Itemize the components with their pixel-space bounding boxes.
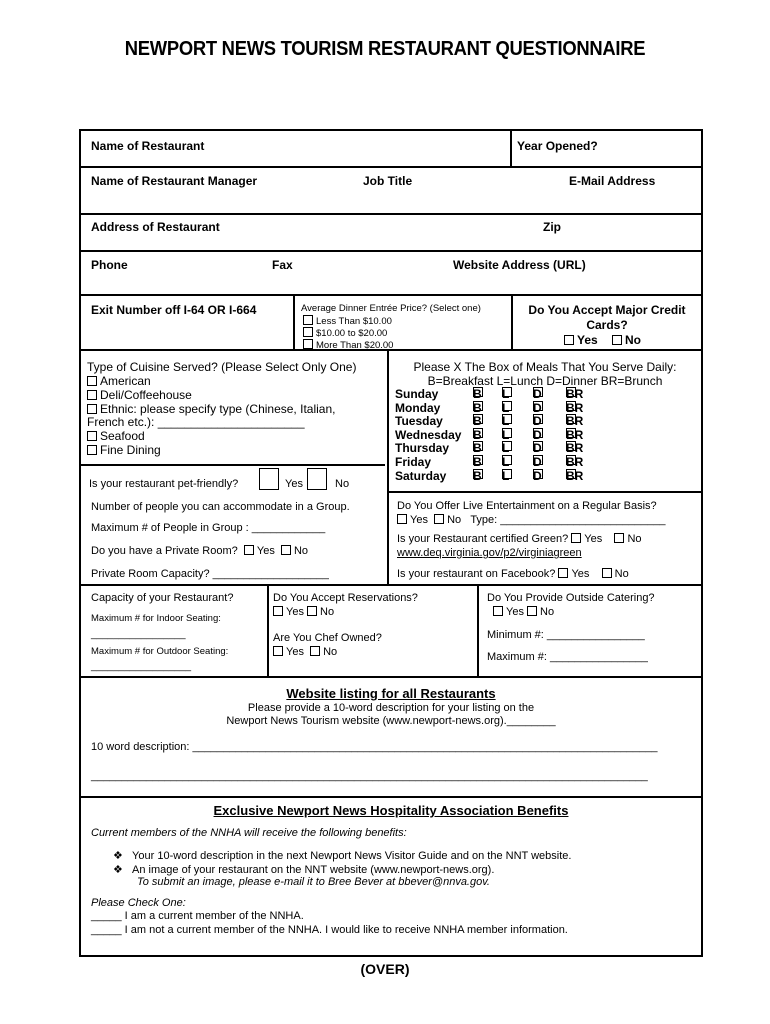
meal-code: BR: [566, 427, 584, 442]
benefit-item: ❖ An image of your restaurant on the NNT website (www.newport-news.org).: [113, 864, 495, 876]
checkbox[interactable]: [281, 545, 291, 555]
price-option-1[interactable]: Less Than $10.00: [303, 315, 392, 327]
meal-code: B: [473, 400, 482, 415]
checkbox[interactable]: [502, 387, 512, 397]
check-one-label: Please Check One:: [91, 897, 186, 909]
checkbox[interactable]: [273, 646, 283, 656]
benefit-note: To submit an image, please e-mail it to Bree Bever at bbever@nnva.gov.: [137, 876, 490, 888]
meal-code: BR: [566, 468, 584, 483]
meal-checkbox[interactable]: [502, 414, 509, 428]
checkbox[interactable]: [571, 533, 581, 543]
checkbox[interactable]: [533, 401, 543, 411]
cuisine-question: Type of Cuisine Served? (Please Select Only One): [87, 360, 357, 374]
meal-code: L: [502, 455, 510, 469]
meal-checkbox[interactable]: [502, 387, 509, 401]
green-link[interactable]: www.deq.virginia.gov/p2/virginiagreen: [397, 547, 582, 559]
catering-question: Do You Provide Outside Catering?: [487, 592, 655, 604]
checkbox[interactable]: [307, 606, 317, 616]
restaurant-name-label: Name of Restaurant: [91, 139, 205, 153]
cuisine-deli[interactable]: Deli/Coffeehouse: [87, 388, 192, 402]
group-max[interactable]: Maximum # of People in Group : ____________: [91, 522, 326, 534]
cuisine-ethnic-specify[interactable]: French etc.): ______________________: [87, 415, 305, 429]
entertainment-question: Do You Offer Live Entertainment on a Regular Basis?: [397, 500, 657, 512]
checkbox[interactable]: [502, 455, 512, 465]
divider: [293, 294, 295, 349]
meals-legend: B=Breakfast L=Lunch D=Dinner BR=Brunch: [427, 374, 663, 388]
indoor-line[interactable]: _________________: [91, 629, 186, 640]
capacity-question: Capacity of your Restaurant?: [91, 592, 234, 604]
divider: [81, 796, 701, 798]
divider: [81, 294, 701, 296]
checkbox[interactable]: [527, 606, 537, 616]
member-option[interactable]: _____ I am a current member of the NNHA.: [91, 910, 304, 922]
reservations-question: Do You Accept Reservations?: [273, 592, 418, 604]
meal-code: BR: [566, 414, 584, 429]
listing-heading: Website listing for all Restaurants: [286, 686, 496, 701]
checkbox[interactable]: [614, 533, 624, 543]
catering-max[interactable]: Maximum #: ________________: [487, 651, 648, 663]
pet-no-label: No: [335, 478, 350, 490]
questionnaire-form: [79, 129, 703, 957]
meal-code: BR: [566, 400, 584, 415]
day-label: Wednesday: [395, 427, 462, 442]
meal-checkbox[interactable]: [502, 455, 509, 469]
meal-checkbox[interactable]: [566, 414, 583, 428]
cuisine-seafood[interactable]: Seafood: [87, 429, 145, 443]
year-opened-label: Year Opened?: [517, 139, 598, 153]
checkbox[interactable]: [87, 376, 97, 386]
day-label: Saturday: [395, 468, 447, 483]
meal-checkbox[interactable]: [502, 428, 509, 442]
meal-code: D: [533, 427, 542, 442]
meal-code: B: [473, 427, 482, 442]
meal-checkbox[interactable]: [566, 441, 583, 455]
checkbox[interactable]: [87, 431, 97, 441]
checkbox[interactable]: [473, 441, 483, 451]
pet-no-box[interactable]: [307, 468, 327, 490]
entertainment-answer: Yes No Type: ___________________________: [397, 514, 665, 526]
divider: [387, 349, 389, 584]
checkbox[interactable]: [566, 428, 576, 438]
day-label: Thursday: [395, 441, 450, 456]
divider: [81, 250, 701, 252]
meal-code: L: [502, 400, 510, 415]
divider: [81, 464, 385, 466]
over-note: (OVER): [360, 961, 410, 977]
checkbox[interactable]: [533, 428, 543, 438]
checkbox[interactable]: [502, 428, 512, 438]
meal-checkbox[interactable]: [473, 414, 482, 428]
checkbox[interactable]: [473, 469, 483, 479]
meal-code: L: [502, 441, 510, 456]
checkbox[interactable]: [502, 469, 512, 479]
listing-line-1: Please provide a 10-word description for your listing on the: [247, 702, 535, 714]
checkbox[interactable]: [434, 514, 444, 524]
description-field[interactable]: 10 word description: ____________________________________________________________________________: [91, 741, 658, 753]
divider: [81, 584, 701, 586]
divider: [81, 213, 701, 215]
credit-no[interactable]: No: [612, 333, 641, 347]
checkbox[interactable]: [493, 606, 503, 616]
meal-checkbox[interactable]: [533, 455, 542, 469]
meal-code: B: [473, 387, 482, 401]
checkbox[interactable]: [533, 469, 543, 479]
credit-question: Do You Accept Major Credit: [528, 303, 686, 317]
meal-checkbox[interactable]: [533, 441, 542, 455]
meal-code: BR: [566, 455, 584, 469]
meal-checkbox[interactable]: [533, 469, 542, 483]
meal-checkbox[interactable]: [473, 387, 482, 401]
pet-yes-label: Yes: [285, 478, 303, 490]
checkbox[interactable]: [502, 414, 512, 424]
meal-checkbox[interactable]: [533, 387, 542, 401]
meal-checkbox[interactable]: [473, 428, 482, 442]
pet-question: Is your restaurant pet-friendly?: [89, 478, 239, 490]
chef-question: Are You Chef Owned?: [273, 632, 382, 644]
meal-code: D: [533, 455, 542, 469]
checkbox[interactable]: [566, 441, 576, 451]
meal-code: BR: [566, 387, 584, 401]
meal-code: BR: [566, 441, 584, 456]
credit-question-cont: Cards?: [586, 318, 628, 332]
job-title-label: Job Title: [363, 174, 413, 188]
catering-answer: Yes No: [493, 606, 554, 618]
checkbox[interactable]: [303, 315, 313, 325]
meal-checkbox[interactable]: [566, 455, 583, 469]
divider: [81, 676, 701, 678]
private-room-capacity[interactable]: Private Room Capacity? ___________________: [91, 568, 329, 580]
checkbox[interactable]: [533, 387, 543, 397]
manager-label: Name of Restaurant Manager: [91, 174, 258, 188]
checkbox[interactable]: [473, 414, 483, 424]
day-label: Sunday: [395, 387, 439, 401]
checkbox[interactable]: [244, 545, 254, 555]
meal-checkbox[interactable]: [533, 401, 542, 415]
diamond-bullet-icon: ❖: [113, 850, 123, 862]
divider: [477, 584, 479, 676]
meal-checkbox[interactable]: [502, 401, 509, 415]
credit-yes[interactable]: Yes: [564, 333, 598, 347]
meal-checkbox[interactable]: [473, 401, 482, 415]
meal-code: L: [502, 414, 510, 429]
description-field-cont[interactable]: ___________________________________________________________________________________________: [91, 770, 648, 782]
zip-label: Zip: [543, 220, 561, 234]
group-question: Number of people you can accommodate in a Group.: [91, 501, 350, 513]
checkbox[interactable]: [566, 387, 576, 397]
meal-code: D: [533, 441, 542, 456]
checkbox[interactable]: [566, 414, 576, 424]
listing-line-2: Newport News Tourism website (www.newport-news.org).________: [226, 715, 556, 727]
cuisine-fine-dining[interactable]: Fine Dining: [87, 443, 161, 457]
meal-code: B: [473, 441, 482, 456]
facebook-question: Is your restaurant on Facebook? Yes No: [397, 568, 629, 580]
catering-min[interactable]: Minimum #: ________________: [487, 629, 645, 641]
meal-checkbox[interactable]: [473, 455, 482, 469]
chef-answer: Yes No: [273, 646, 337, 658]
cuisine-ethnic[interactable]: Ethnic: please specify type (Chinese, Italian,: [87, 402, 335, 416]
meal-checkbox[interactable]: [566, 401, 583, 415]
divider: [81, 166, 701, 168]
checkbox[interactable]: [612, 335, 622, 345]
private-room-question: Do you have a Private Room? Yes No: [91, 545, 309, 557]
outdoor-label: Maximum # for Outdoor Seating:: [91, 646, 229, 657]
divider: [510, 131, 512, 166]
checkbox[interactable]: [303, 339, 313, 349]
green-question: Is your Restaurant certified Green? Yes No: [397, 533, 642, 545]
meal-code: D: [533, 400, 542, 415]
day-label: Tuesday: [395, 414, 443, 429]
checkbox[interactable]: [310, 646, 320, 656]
meal-code: B: [473, 468, 482, 483]
nnha-intro: Current members of the NNHA will receive the following benefits:: [91, 827, 407, 839]
divider: [387, 491, 701, 493]
fax-label: Fax: [272, 258, 293, 272]
checkbox[interactable]: [502, 441, 512, 451]
meal-checkbox[interactable]: [566, 428, 583, 442]
non-member-option[interactable]: _____ I am not a current member of the NNHA. I would like to receive NNHA member information.: [91, 924, 568, 936]
checkbox[interactable]: [564, 335, 574, 345]
checkbox[interactable]: [473, 401, 483, 411]
checkbox[interactable]: [558, 568, 568, 578]
checkbox[interactable]: [87, 445, 97, 455]
price-option-2[interactable]: $10.00 to $20.00: [303, 327, 387, 339]
checkbox[interactable]: [473, 428, 483, 438]
meal-checkbox[interactable]: [502, 441, 509, 455]
reservations-answer: Yes No: [273, 606, 334, 618]
checkbox[interactable]: [533, 414, 543, 424]
meal-code: L: [502, 387, 510, 401]
email-label: E-Mail Address: [569, 174, 656, 188]
website-label: Website Address (URL): [453, 258, 586, 272]
meals-question: Please X The Box of Meals That You Serve Daily:: [413, 360, 677, 374]
checkbox[interactable]: [473, 387, 483, 397]
meal-code: L: [502, 427, 510, 442]
meal-code: B: [473, 455, 482, 469]
meal-checkbox[interactable]: [502, 469, 509, 483]
checkbox[interactable]: [397, 514, 407, 524]
checkbox[interactable]: [602, 568, 612, 578]
divider: [511, 294, 513, 349]
nnha-heading: Exclusive Newport News Hospitality Association Benefits: [213, 803, 569, 818]
benefit-item: ❖ Your 10-word description in the next Newport News Visitor Guide and on the NNT website.: [113, 850, 572, 862]
exit-number-label: Exit Number off I-64 OR I-664: [91, 303, 257, 317]
pet-yes-box[interactable]: [259, 468, 279, 490]
checkbox[interactable]: [87, 404, 97, 414]
address-label: Address of Restaurant: [91, 220, 220, 234]
meal-code: D: [533, 414, 542, 429]
checkbox[interactable]: [87, 390, 97, 400]
page-title: NEWPORT NEWS TOURISM RESTAURANT QUESTIONNAIRE: [124, 38, 646, 60]
indoor-label: Maximum # for Indoor Seating:: [91, 613, 221, 624]
checkbox[interactable]: [473, 455, 483, 465]
checkbox[interactable]: [273, 606, 283, 616]
day-label: Monday: [395, 400, 441, 415]
price-option-3[interactable]: More Than $20.00: [303, 339, 393, 351]
meal-code: D: [533, 387, 542, 401]
meal-checkbox[interactable]: [473, 469, 482, 483]
diamond-bullet-icon: ❖: [113, 864, 123, 876]
checkbox[interactable]: [502, 401, 512, 411]
checkbox[interactable]: [566, 469, 576, 479]
checkbox[interactable]: [566, 401, 576, 411]
outdoor-line[interactable]: __________________: [91, 661, 192, 672]
meal-checkbox[interactable]: [473, 441, 482, 455]
divider: [267, 584, 269, 676]
meal-checkbox[interactable]: [566, 387, 583, 401]
cuisine-american[interactable]: American: [87, 374, 151, 388]
phone-label: Phone: [91, 258, 128, 272]
meal-code: D: [533, 468, 542, 483]
checkbox[interactable]: [533, 441, 543, 451]
price-question: Average Dinner Entrée Price? (Select one): [301, 303, 481, 314]
meal-code: L: [502, 468, 510, 483]
checkbox[interactable]: [303, 327, 313, 337]
checkbox[interactable]: [533, 455, 543, 465]
meal-checkbox[interactable]: [566, 469, 583, 483]
meal-checkbox[interactable]: [533, 414, 542, 428]
meal-checkbox[interactable]: [533, 428, 542, 442]
day-label: Friday: [395, 455, 432, 469]
meal-code: B: [473, 414, 482, 429]
checkbox[interactable]: [566, 455, 576, 465]
